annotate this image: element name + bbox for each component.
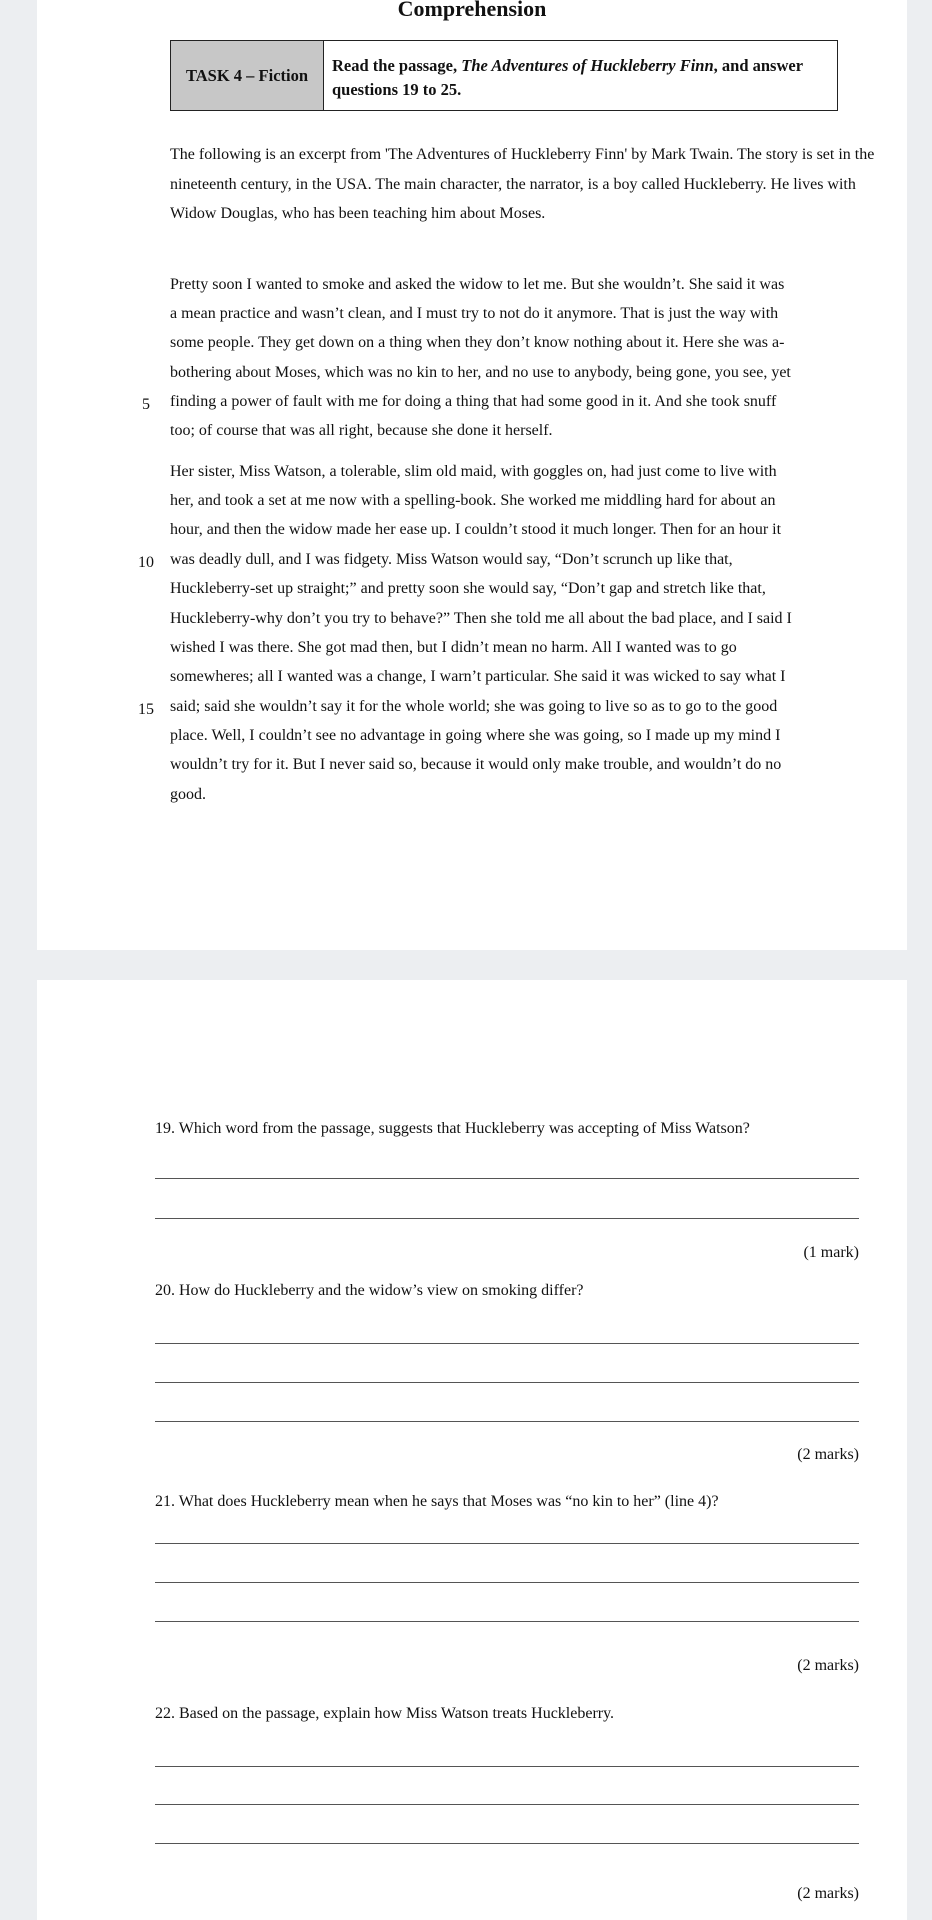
task-box — [170, 40, 838, 111]
passage-line: finding a power of fault with me for doing a thing that had some good in it. And she took snuff — [170, 393, 777, 410]
question-20-marks: (2 marks) — [797, 1446, 859, 1463]
question-21-marks: (2 marks) — [797, 1657, 859, 1674]
passage-line: wouldn’t try for it. But I never said so, because it would only make trouble, and wouldn’t do no — [170, 756, 782, 773]
question-20: 20. How do Huckleberry and the widow’s view on smoking differ? — [155, 1282, 584, 1299]
question-19: 19. Which word from the passage, suggests that Huckleberry was accepting of Miss Watson? — [155, 1120, 750, 1137]
passage-line: Huckleberry-set up straight;” and pretty soon she would say, “Don’t gap and stretch like that, — [170, 580, 766, 597]
task-label: TASK 4 – Fiction — [171, 41, 324, 110]
line-number: 5 — [142, 396, 150, 413]
line-number: 10 — [138, 554, 154, 571]
passage-line: said; said she wouldn’t say it for the whole world; she was going to live so as to go to the good — [170, 698, 778, 715]
passage-line: place. Well, I couldn’t see no advantage in going where she was going, so I made up my mind I — [170, 727, 781, 744]
passage-line: good. — [170, 786, 206, 803]
page-title: Comprehension — [397, 0, 547, 21]
question-22: 22. Based on the passage, explain how Miss Watson treats Huckleberry. — [155, 1705, 615, 1722]
passage-line: was deadly dull, and I was fidgety. Miss Watson would say, “Don’t scrunch up like that, — [170, 551, 733, 568]
task-instruction-title: The Adventures of Huckleberry Finn — [461, 56, 714, 75]
task-instruction-pre: Read the passage, — [332, 56, 462, 75]
question-22-marks: (2 marks) — [797, 1885, 859, 1902]
intro-paragraph: The following is an excerpt from 'The Adventures of Huckleberry Finn' by Mark Twain. The story is set in the nineteenth century, in the USA. The main character, the narrator, is a boy called Huckleberry. He lives with Widow Douglas, who has been teaching him about Moses. — [170, 146, 875, 222]
answer-line[interactable] — [155, 1621, 859, 1622]
passage-line: a mean practice and wasn’t clean, and I must try to not do it anymore. That is just the way with — [170, 305, 779, 322]
answer-line[interactable] — [155, 1543, 859, 1544]
page-1 — [37, 0, 907, 950]
passage-line: Huckleberry-why don’t you try to behave?” Then she told me all about the bad place, and I said I — [170, 610, 792, 627]
passage-line: Her sister, Miss Watson, a tolerable, slim old maid, with goggles on, had just come to live with — [170, 463, 777, 480]
answer-line[interactable] — [155, 1218, 859, 1219]
answer-line[interactable] — [155, 1582, 859, 1583]
passage-line: bothering about Moses, which was no kin to her, and no use to anybody, being gone, you see, yet — [170, 364, 791, 381]
line-number: 15 — [138, 701, 154, 718]
answer-line[interactable] — [155, 1421, 859, 1422]
page-2 — [37, 980, 907, 1920]
answer-line[interactable] — [155, 1804, 859, 1805]
passage-line: hour, and then the widow made her ease up. I couldn’t stood it much longer. Then for an hour it — [170, 521, 782, 538]
answer-line[interactable] — [155, 1343, 859, 1344]
passage-line: her, and took a set at me now with a spelling-book. She worked me middling hard for about an — [170, 492, 776, 509]
answer-line[interactable] — [155, 1382, 859, 1383]
answer-line[interactable] — [155, 1178, 859, 1179]
task-instruction — [324, 41, 837, 110]
answer-line[interactable] — [155, 1766, 859, 1767]
passage-line: wished I was there. She got mad then, but I didn’t mean no harm. All I wanted was to go — [170, 639, 737, 656]
answer-line[interactable] — [155, 1843, 859, 1844]
question-19-marks: (1 mark) — [803, 1244, 859, 1261]
passage-line: somewheres; all I wanted was a change, I warn’t particular. She said it was wicked to say what I — [170, 668, 786, 685]
task-instruction-post: , and answer questions 19 to 25. — [332, 56, 803, 99]
passage-line: some people. They get down on a thing when they don’t know nothing about it. Here she was a- — [170, 334, 785, 351]
passage-line: too; of course that was all right, because she done it herself. — [170, 422, 553, 439]
question-21: 21. What does Huckleberry mean when he says that Moses was “no kin to her” (line 4)? — [155, 1493, 719, 1510]
passage-line: Pretty soon I wanted to smoke and asked the widow to let me. But she wouldn’t. She said it was — [170, 276, 785, 293]
